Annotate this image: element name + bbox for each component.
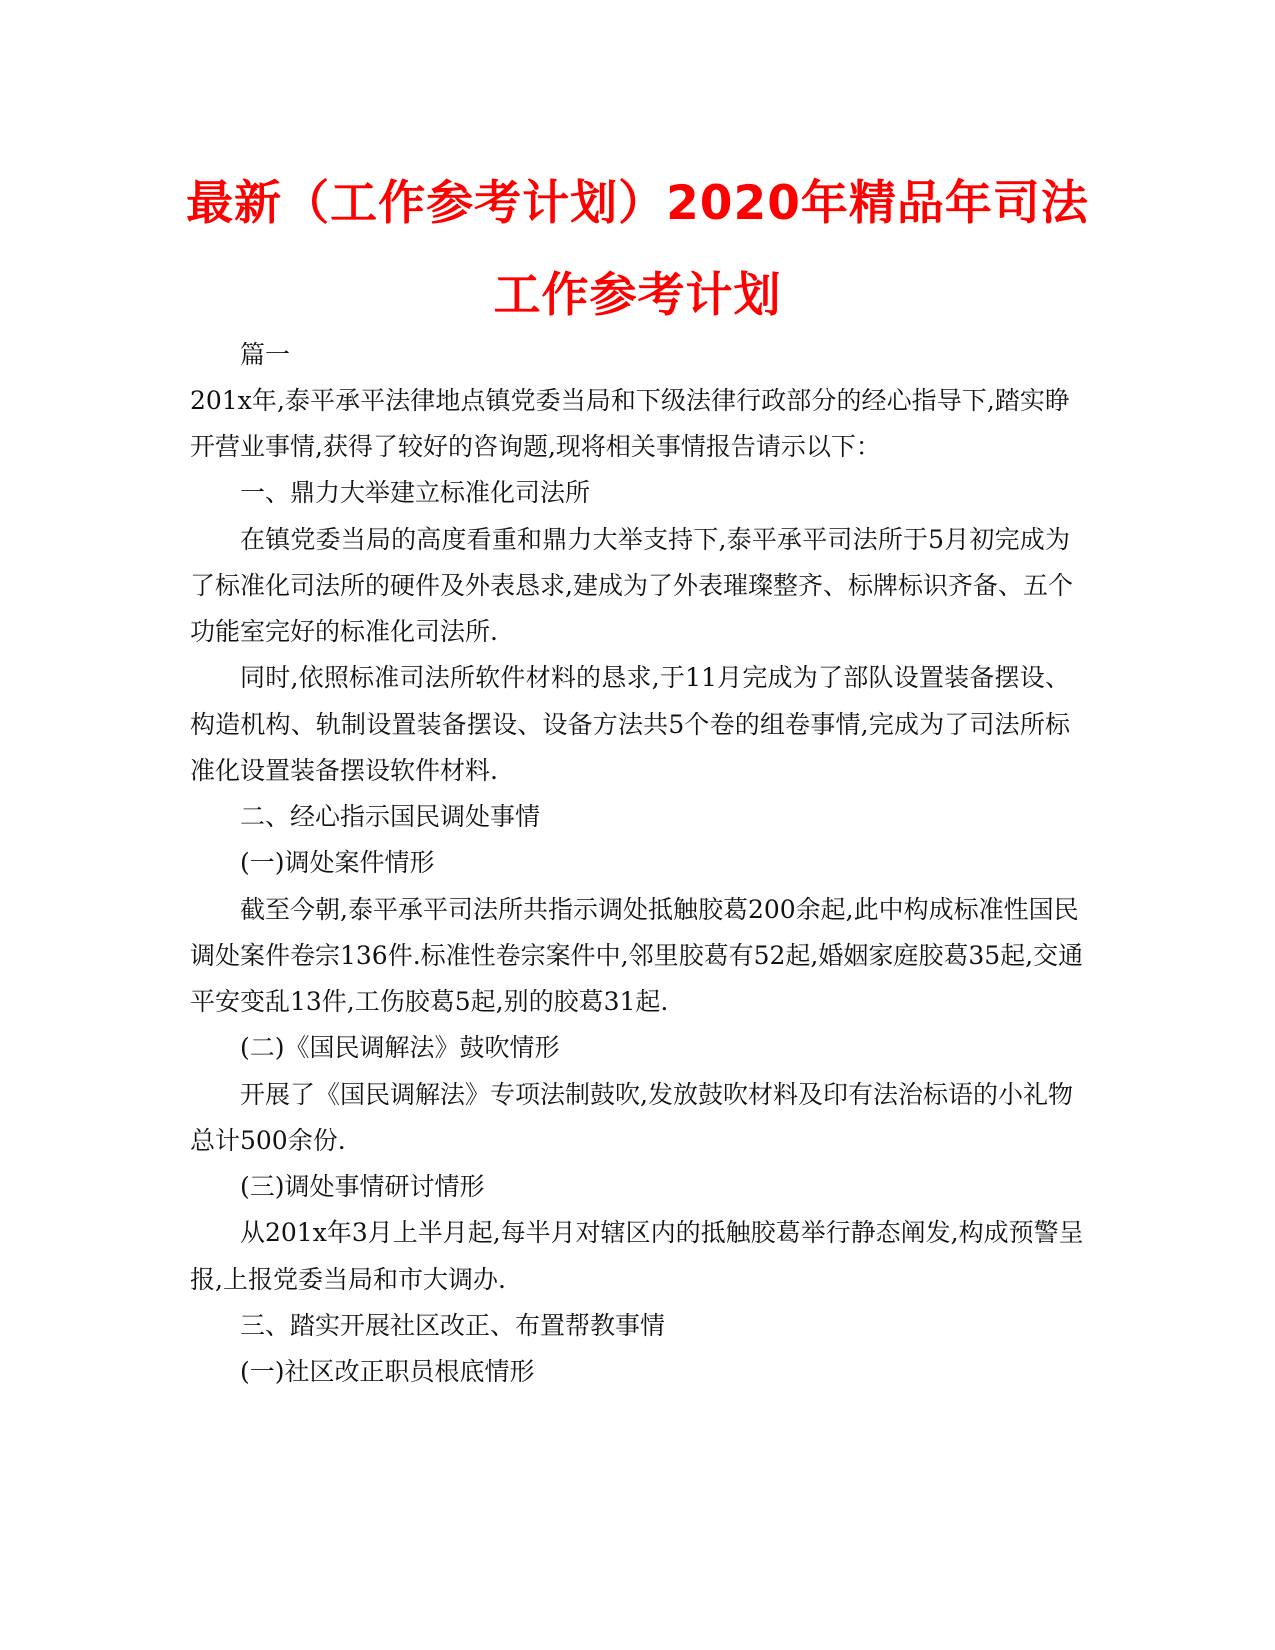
- subsection-heading: (二)《国民调解法》鼓吹情形: [240, 1033, 560, 1062]
- section-heading: 一、鼎力大举建立标准化司法所: [240, 478, 591, 507]
- section-heading: 二、经心指示国民调处事情: [240, 802, 541, 831]
- paragraph-line: 准化设置装备摆设软件材料.: [190, 756, 498, 785]
- paragraph-line: 了标准化司法所的硬件及外表恳求,建成为了外表璀璨整齐、标牌标识齐备、五个: [190, 571, 1073, 600]
- paragraph-line: 从201x年3月上半月起,每半月对辖区内的抵触胶葛举行静态阐发,构成预警呈: [240, 1218, 1084, 1247]
- paragraph-line: 在镇党委当局的高度看重和鼎力大举支持下,泰平承平司法所于5月初完成为: [240, 525, 1070, 554]
- paragraph-line: 开营业事情,获得了较好的咨询题,现将相关事情报告请示以下：: [190, 432, 881, 461]
- document-title-line-1: 最新（工作参考计划）2020年精品年司法: [186, 176, 1089, 231]
- subsection-heading: (一)社区改正职员根底情形: [240, 1357, 535, 1386]
- paragraph-line: 截至今朝,泰平承平司法所共指示调处抵触胶葛200余起,此中构成标准性国民: [240, 895, 1079, 924]
- paragraph-line: 开展了《国民调解法》专项法制鼓吹,发放鼓吹材料及印有法治标语的小礼物: [240, 1080, 1073, 1109]
- paragraph-line: 平安变乱13件,工伤胶葛5起,别的胶葛31起.: [190, 987, 669, 1016]
- document-title-line-2: 工作参考计划: [493, 268, 782, 323]
- paragraph-line: 功能室完好的标准化司法所.: [190, 617, 498, 646]
- paragraph-line: 调处案件卷宗136件.标准性卷宗案件中,邻里胶葛有52起,婚姻家庭胶葛35起,交通: [190, 941, 1084, 970]
- paragraph-line: 总计500余份.: [190, 1126, 346, 1155]
- paragraph-line: 构造机构、轨制设置装备摆设、设备方法共5个卷的组卷事情,完成为了司法所标: [190, 710, 1070, 739]
- paragraph-line: 201x年,泰平承平法律地点镇党委当局和下级法律行政部分的经心指导下,踏实睁: [190, 386, 1070, 415]
- subsection-heading: (一)调处案件情形: [240, 848, 435, 877]
- subsection-heading: (三)调处事情研讨情形: [240, 1172, 485, 1201]
- section-heading: 三、踏实开展社区改正、布置帮教事情: [240, 1311, 666, 1340]
- paragraph-line: 报,上报党委当局和市大调办.: [190, 1265, 506, 1294]
- section-label: 篇一: [240, 340, 291, 369]
- paragraph-line: 同时,依照标准司法所软件材料的恳求,于11月完成为了部队设置装备摆设、: [240, 663, 1070, 692]
